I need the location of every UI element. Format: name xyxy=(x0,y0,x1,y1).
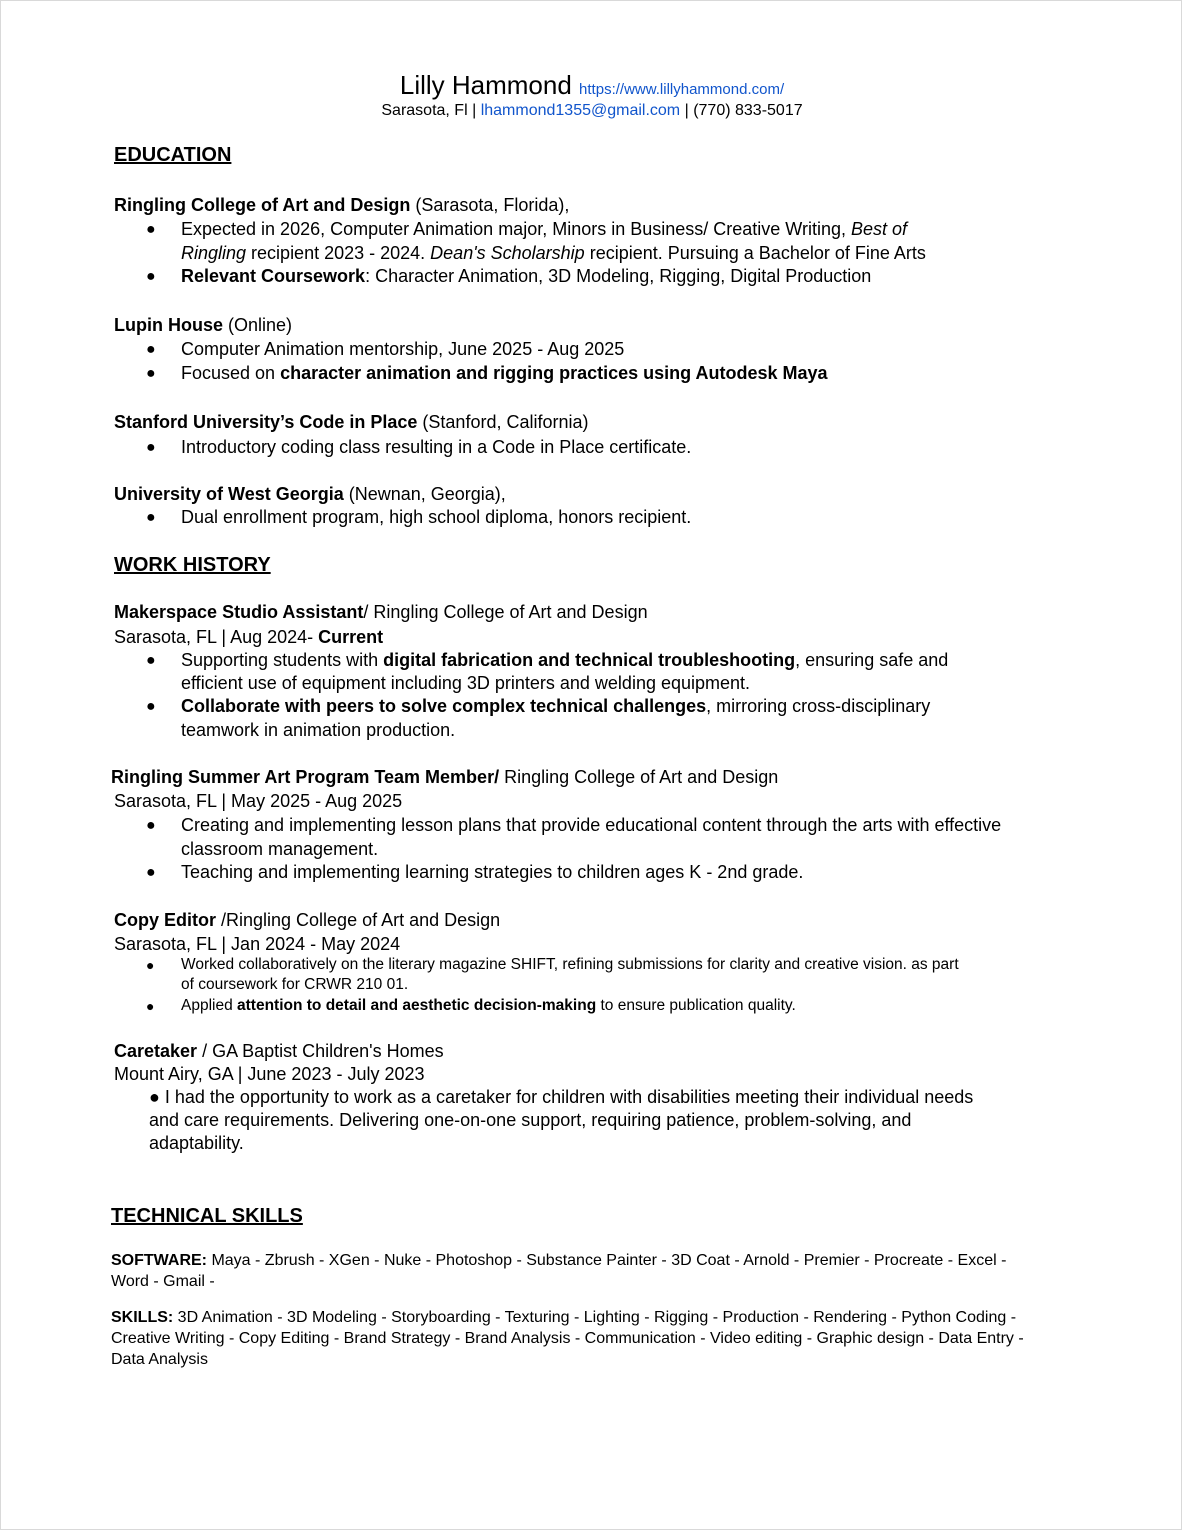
item-emphasis: Collaborate with peers to solve complex technical challenges xyxy=(181,696,707,716)
employer: Ringling College of Art and Design xyxy=(499,767,779,787)
bullet: ● xyxy=(146,864,156,881)
list-item-continued: of coursework for CRWR 210 01. xyxy=(181,976,409,993)
skills-label: SKILLS: xyxy=(111,1309,174,1326)
school-name: Stanford University’s Code in Place xyxy=(114,412,418,432)
skills-items: 3D Animation - 3D Modeling - Storyboarding - Texturing - Lighting - Rigging - Production - Rendering - Python Coding - Creative Writing - Copy Editing - Brand Strategy - Brand Analysis - Communication - Video editing - Graphic design - Data Entry - Data Analysis xyxy=(111,1309,1024,1368)
item-text: Expected in 2026, Computer Animation major, Minors in Business/ Creative Writing, xyxy=(181,219,851,239)
bullet: ● xyxy=(146,957,155,973)
stanford-entry-title xyxy=(114,411,589,434)
employer: / Ringling College of Art and Design xyxy=(363,602,648,622)
phone: | (770) 833-5017 xyxy=(684,102,803,119)
software-items: Maya - Zbrush - XGen - Nuke - Photoshop - Substance Painter - 3D Coat - Arnold - Premier - Procreate - Excel - Word - Gmail - xyxy=(111,1252,1007,1290)
employer: /Ringling College of Art and Design xyxy=(216,910,501,930)
list-item-continued: efficient use of equipment including 3D printers and welding equipment. xyxy=(181,673,751,693)
list-item xyxy=(181,265,871,288)
skills-list xyxy=(111,1307,1041,1370)
list-item-continued: classroom management. xyxy=(181,839,379,859)
contact-line xyxy=(1,101,1182,121)
paragraph-line: and care requirements. Delivering one-on-one support, requiring patience, problem-solving, and xyxy=(149,1110,912,1130)
uwg-entry-title xyxy=(114,483,506,506)
caretaker-entry-title xyxy=(114,1040,444,1063)
work-history-heading: WORK HISTORY xyxy=(114,554,271,576)
school-location: (Online) xyxy=(223,315,293,335)
software-label: SOFTWARE: xyxy=(111,1252,207,1269)
list-item xyxy=(181,695,930,718)
list-item: Worked collaboratively on the literary magazine SHIFT, refining submissions for clarity and creative vision. as part xyxy=(181,956,959,973)
makerspace-entry-title xyxy=(114,601,648,624)
technical-skills-heading: TECHNICAL SKILLS xyxy=(111,1205,303,1227)
school-name: University of West Georgia xyxy=(114,484,344,504)
list-item: Introductory coding class resulting in a Code in Place certificate. xyxy=(181,437,692,457)
bullet: ● xyxy=(146,365,156,382)
school-location: (Sarasota, Florida), xyxy=(410,195,570,215)
email-link[interactable]: lhammond1355@gmail.com xyxy=(480,102,681,119)
job-dates: Mount Airy, GA | June 2023 - July 2023 xyxy=(114,1064,425,1084)
dates-text: Sarasota, FL | Aug 2024- xyxy=(114,627,319,647)
school-name: Ringling College of Art and Design xyxy=(114,195,411,215)
list-item: Computer Animation mentorship, June 2025 - Aug 2025 xyxy=(181,339,625,359)
job-dates: Sarasota, FL | Jan 2024 - May 2024 xyxy=(114,934,401,954)
job-dates xyxy=(114,626,383,649)
job-title: Copy Editor xyxy=(114,910,216,930)
list-item xyxy=(181,996,796,1016)
item-text: Focused on xyxy=(181,363,281,383)
paragraph-line: ● I had the opportunity to work as a caretaker for children with disabilities meeting their individual needs xyxy=(149,1087,974,1107)
bullet: ● xyxy=(146,221,156,238)
school-location: (Newnan, Georgia), xyxy=(343,484,506,504)
education-heading: EDUCATION xyxy=(114,144,232,166)
list-item xyxy=(181,649,948,672)
item-text: recipient 2023 - 2024. xyxy=(246,243,431,263)
job-title: Caretaker xyxy=(114,1041,198,1061)
item-text: : Character Animation, 3D Modeling, Rigging, Digital Production xyxy=(365,266,872,286)
summer-program-entry-title xyxy=(111,766,778,789)
copy-editor-entry-title xyxy=(114,909,500,932)
paragraph-line: adaptability. xyxy=(149,1133,244,1153)
item-emphasis: digital fabrication and technical troubleshooting xyxy=(383,650,796,670)
location: Sarasota, Fl | xyxy=(381,102,477,119)
bullet: ● xyxy=(146,998,155,1014)
award-name: Ringling xyxy=(181,243,247,263)
item-text: recipient. Pursuing a Bachelor of Fine Arts xyxy=(584,243,926,263)
list-item xyxy=(181,218,907,241)
job-title: Ringling Summer Art Program Team Member/ xyxy=(111,767,500,787)
list-item xyxy=(181,362,828,385)
award-name: Best of xyxy=(850,219,908,239)
item-text: to ensure publication quality. xyxy=(596,997,796,1014)
bullet: ● xyxy=(146,652,156,669)
scholarship-name: Dean's Scholarship xyxy=(430,243,585,263)
item-label: Relevant Coursework xyxy=(181,266,366,286)
list-item: Teaching and implementing learning strategies to children ages K - 2nd grade. xyxy=(181,862,804,882)
list-item-continued xyxy=(181,242,926,265)
bullet: ● xyxy=(146,509,156,526)
job-dates: Sarasota, FL | May 2025 - Aug 2025 xyxy=(114,791,403,811)
bullet: ● xyxy=(146,268,156,285)
list-item-continued: teamwork in animation production. xyxy=(181,720,456,740)
candidate-name: Lilly Hammond xyxy=(399,70,572,100)
bullet: ● xyxy=(146,439,156,456)
item-text: , mirroring cross-disciplinary xyxy=(706,696,931,716)
item-text: , ensuring safe and xyxy=(795,650,949,670)
item-emphasis: attention to detail and aesthetic decision-making xyxy=(237,997,597,1014)
bullet: ● xyxy=(146,698,156,715)
list-item: Creating and implementing lesson plans that provide educational content through the arts with effective xyxy=(181,815,1002,835)
school-name: Lupin House xyxy=(114,315,223,335)
bullet: ● xyxy=(146,817,156,834)
list-item: Dual enrollment program, high school diploma, honors recipient. xyxy=(181,507,692,527)
website-link[interactable]: https://www.lillyhammond.com/ xyxy=(579,81,785,98)
ringling-entry-title xyxy=(114,194,569,217)
software-list xyxy=(111,1250,1041,1292)
current-label: Current xyxy=(318,627,384,647)
item-emphasis: character animation and rigging practices using Autodesk Maya xyxy=(280,363,828,383)
item-text: Applied xyxy=(181,997,238,1014)
lupin-entry-title xyxy=(114,314,292,337)
school-location: (Stanford, California) xyxy=(417,412,589,432)
job-title: Makerspace Studio Assistant xyxy=(114,602,364,622)
employer: / GA Baptist Children's Homes xyxy=(197,1041,444,1061)
item-text: Supporting students with xyxy=(181,650,384,670)
bullet: ● xyxy=(146,341,156,358)
